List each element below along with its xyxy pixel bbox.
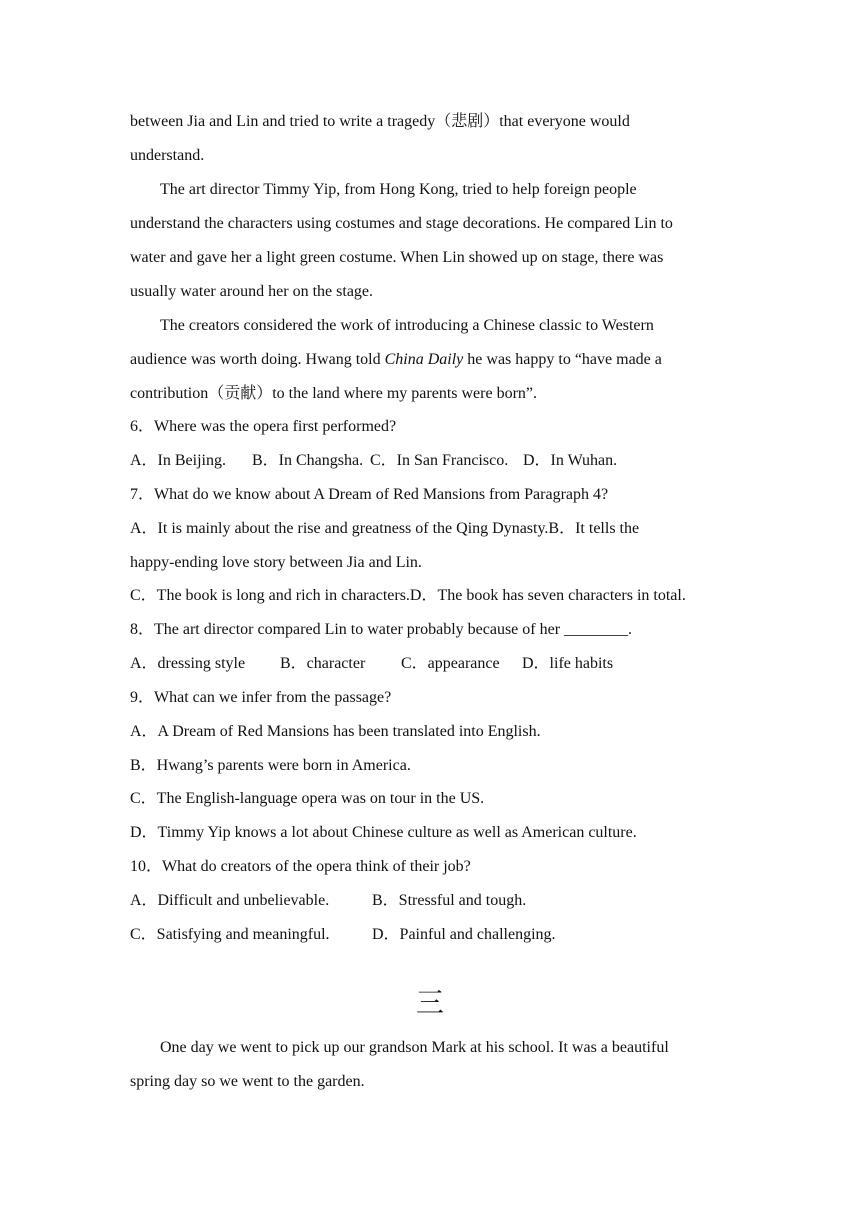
passage-text: water and gave her a light green costume. When Lin showed up on stage, there was <box>130 249 664 266</box>
passage-text: One day we went to pick up our grandson Mark at his school. It was a beautiful <box>160 1039 669 1056</box>
passage-text-segment: audience was worth doing. Hwang told <box>130 351 385 368</box>
question-8: 8．The art director compared Lin to water probably because of her ________. <box>130 621 633 638</box>
option-b: B．Stressful and tough. <box>372 892 527 909</box>
question-7-options: happy-ending love story between Jia and Lin. <box>130 554 422 571</box>
passage-text <box>130 350 662 370</box>
question-7-options: C．The book is long and rich in characters.D．The book has seven characters in total. <box>130 587 686 604</box>
newspaper-title: China Daily <box>384 351 464 368</box>
option-b: B．In Changsha. <box>252 452 364 469</box>
option-c: C．The English-language opera was on tour in the US. <box>130 790 485 807</box>
passage-text: spring day so we went to the garden. <box>130 1073 365 1090</box>
option-c: C．Satisfying and meaningful. <box>130 926 330 943</box>
passage-text: contribution（贡献）to the land where my parents were born”. <box>130 385 538 402</box>
question-10: 10．What do creators of the opera think of their job? <box>130 858 471 875</box>
option-b: B．Hwang’s parents were born in America. <box>130 757 411 774</box>
question-7-options: A．It is mainly about the rise and greatness of the Qing Dynasty.B．It tells the <box>130 520 640 537</box>
passage-text: The creators considered the work of introducing a Chinese classic to Western <box>160 317 654 334</box>
option-c: C．In San Francisco. <box>370 452 509 469</box>
question-9: 9．What can we infer from the passage? <box>130 689 392 706</box>
passage-text: between Jia and Lin and tried to write a tragedy（悲剧）that everyone would <box>130 113 630 130</box>
passage-text: The art director Timmy Yip, from Hong Kong, tried to help foreign people <box>160 181 637 198</box>
section-heading: 三 <box>415 988 444 1019</box>
passage-text: understand the characters using costumes and stage decorations. He compared Lin to <box>130 215 673 232</box>
passage-text: usually water around her on the stage. <box>130 283 374 300</box>
option-a: A．Difficult and unbelievable. <box>130 892 330 909</box>
option-d: D．Timmy Yip knows a lot about Chinese culture as well as American culture. <box>130 824 637 841</box>
passage-text: understand. <box>130 147 205 164</box>
option-a: A．dressing style <box>130 655 246 672</box>
option-a: A．In Beijing. <box>130 452 226 469</box>
option-a: A．A Dream of Red Mansions has been translated into English. <box>130 723 541 740</box>
option-d: D．Painful and challenging. <box>372 926 556 943</box>
option-b: B．character <box>280 655 366 672</box>
passage-text-segment: he was happy to “have made a <box>463 351 662 368</box>
option-d: D．life habits <box>522 655 614 672</box>
option-c: C．appearance <box>401 655 500 672</box>
option-d: D．In Wuhan. <box>523 452 618 469</box>
question-6: 6．Where was the opera first performed? <box>130 418 397 435</box>
question-7: 7．What do we know about A Dream of Red Mansions from Paragraph 4? <box>130 486 609 503</box>
